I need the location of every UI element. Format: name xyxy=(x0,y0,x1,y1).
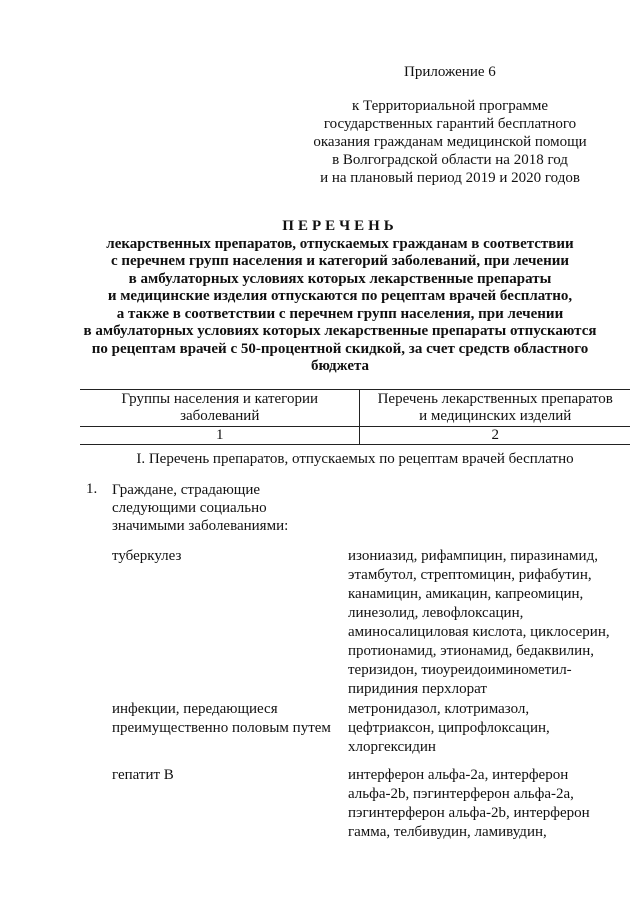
heading-line: а также в соответствии с перечнем групп населения, при лечении xyxy=(116,305,564,322)
heading-line: лекарственных препаратов, отпускаемых гражданам в соответствии xyxy=(106,235,574,252)
appendix-line: государственных гарантий бесплатного xyxy=(323,116,577,132)
drug-line: аминосалициловая кислота, циклосерин, xyxy=(348,624,610,640)
appendix-line: к Территориальной программе xyxy=(351,98,549,114)
heading-line: и медицинские изделия отпускаются по рецептам врачей бесплатно, xyxy=(107,288,573,304)
heading-word: ПЕРЕЧЕНЬ xyxy=(282,218,398,234)
drug-line: изониазид, рифампицин, пиразинамид, xyxy=(348,548,598,564)
item-line: значимыми заболеваниями: xyxy=(112,518,289,534)
column-number-1: 1 xyxy=(80,427,360,445)
drug-line: этамбутол, стрептомицин, рифабутин, xyxy=(348,567,592,583)
column-number-2: 2 xyxy=(360,427,630,445)
disease-name xyxy=(112,700,342,738)
column-header-groups xyxy=(80,390,360,427)
appendix-title: Приложение 6 xyxy=(404,64,496,80)
heading-line: бюджета xyxy=(310,358,370,374)
disease-line: инфекции, передающиеся xyxy=(112,701,278,717)
drug-line: линезолид, левофлоксацин, xyxy=(348,605,524,621)
drug-line: пэгинтерферон альфа-2b, интерферон xyxy=(348,805,590,821)
item-line: Граждане, страдающие xyxy=(112,482,261,498)
drug-list xyxy=(348,766,633,842)
drug-line: интерферон альфа-2а, интерферон xyxy=(348,767,569,783)
header-line: заболеваний xyxy=(180,408,260,424)
drug-line: протионамид, этионамид, бедаквилин, xyxy=(348,643,594,659)
drug-line: теризидон, тиоуреидоиминометил- xyxy=(348,662,572,678)
appendix-line: оказания гражданам медицинской помощи xyxy=(313,134,587,150)
drug-line: альфа-2b, пэгинтерферон альфа-2а, xyxy=(348,786,574,802)
drug-line: метронидазол, клотримазол, xyxy=(348,701,530,717)
drug-line: гамма, телбивудин, ламивудин, xyxy=(348,824,547,840)
header-line: Группы населения и категории xyxy=(121,391,319,407)
table-header-row xyxy=(80,390,630,427)
header-line: Перечень лекарственных препаратов xyxy=(377,391,613,407)
drug-list xyxy=(348,547,633,699)
column-header-drugs xyxy=(360,390,630,427)
drug-list xyxy=(348,700,633,757)
disease-name xyxy=(112,547,342,566)
appendix-line: в Волгоградской области на 2018 год xyxy=(332,152,568,168)
disease-line: гепатит В xyxy=(112,767,174,783)
heading-line: в амбулаторных условиях которых лекарственные препараты xyxy=(128,270,552,287)
table-number-row xyxy=(80,427,630,445)
drug-line: цефтриаксон, ципрофлоксацин, xyxy=(348,720,550,736)
drug-line: канамицин, амикацин, капреомицин, xyxy=(348,586,584,602)
heading-line: по рецептам врачей с 50-процентной скидкой, за счет средств областного xyxy=(91,340,589,357)
header-table xyxy=(80,389,630,445)
disease-line: туберкулез xyxy=(112,548,182,564)
heading-line: с перечнем групп населения и категорий заболеваний, при лечении xyxy=(110,253,570,269)
drug-line: пиридиния перхлорат xyxy=(348,681,487,697)
section-title: I. Перечень препаратов, отпускаемых по рецептам врачей бесплатно xyxy=(136,451,574,467)
item-text xyxy=(112,481,332,535)
item-number: 1. xyxy=(86,481,98,497)
appendix-lines xyxy=(300,97,600,187)
drug-line: хлоргексидин xyxy=(348,739,436,755)
disease-name xyxy=(112,766,342,785)
header-line: и медицинских изделий xyxy=(419,408,572,424)
item-line: следующими социально xyxy=(112,500,267,516)
document-heading xyxy=(60,218,620,376)
disease-line: преимущественно половым путем xyxy=(112,720,331,736)
heading-line: в амбулаторных условиях которых лекарственные препараты отпускаются xyxy=(83,323,597,339)
appendix-line: и на плановый период 2019 и 2020 годов xyxy=(320,170,580,186)
